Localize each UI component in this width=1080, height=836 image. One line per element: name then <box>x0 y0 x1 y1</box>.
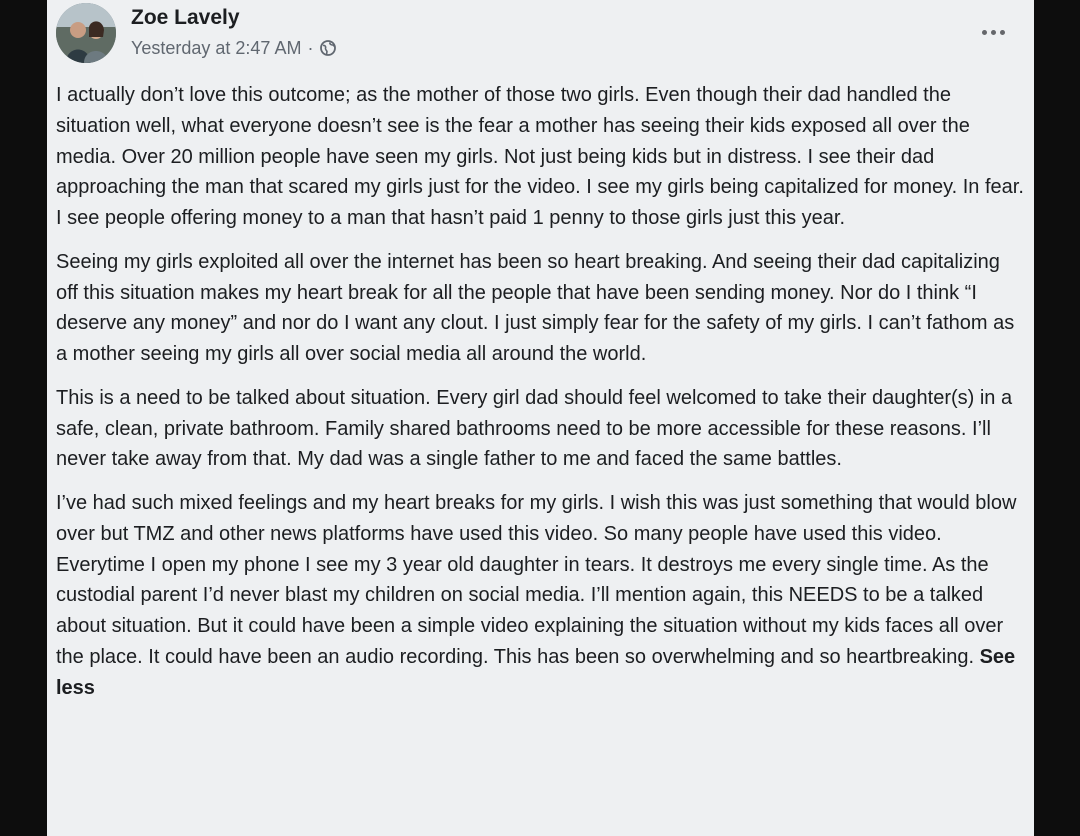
post-paragraph-4: I’ve had such mixed feelings and my heart breaks for my girls. I wish this was just something that would blow over but TMZ and other news platforms have used this video. So many people have used this video. Everytime I open my phone I see my 3 year old daughter in tears. It destroys me every single time. As the custodial parent I’d never blast my children on social media. I’ll mention again, this NEEDS to be a talked about situation. But it could have been a simple video explaining the situation without my kids faces all over the place. It could have been an audio recording. This has been so overwhelming and so heartbreaking. <box>56 491 1017 668</box>
avatar[interactable] <box>56 3 116 63</box>
post-body <box>56 80 1024 716</box>
meta-separator: · <box>307 38 314 58</box>
more-options-icon[interactable] <box>976 18 1010 46</box>
post-header <box>47 0 1034 80</box>
more-dot <box>982 30 987 35</box>
post-paragraph-3: This is a need to be talked about situation. Every girl dad should feel welcomed to take their daughter(s) in a safe, clean, private bathroom. Family shared bathrooms need to be more accessible for these reasons. I’ll never take away from that. My dad was a single father to me and faced the same battles. <box>56 386 1013 471</box>
more-dot <box>991 30 996 35</box>
post-meta <box>131 36 337 60</box>
more-dot <box>1000 30 1005 35</box>
post-timestamp[interactable]: Yesterday at 2:47 AM <box>131 38 302 58</box>
post-paragraph-2: Seeing my girls exploited all over the internet has been so heart breaking. And seeing their dad capitalizing off this situation makes my heart break for all the people that have been sending money. Nor do I think “I deserve any money” and nor do I want any clout. I just simply fear for the safety of my girls. I can’t fathom as a mother seeing my girls all over social media all around the world. <box>56 250 1015 366</box>
see-less-link[interactable]: See less <box>56 645 1016 699</box>
profile-photo-icon <box>56 3 116 63</box>
facebook-post <box>47 0 1034 836</box>
post-paragraph-1: I actually don’t love this outcome; as the mother of those two girls. Even though their dad handled the situation well, what everyone doesn’t see is the fear a mother has seeing their kids exposed all over the media. Over 20 million people have seen my girls. Not just being kids but in distress. I see their dad approaching the man that scared my girls just for the video. I see my girls being capitalized for money. In fear. I see people offering money to a man that hasn’t paid 1 penny to those girls just this year. <box>56 84 1024 230</box>
globe-icon[interactable] <box>319 39 337 57</box>
author-name[interactable]: Zoe Lavely <box>131 6 240 29</box>
post-paragraph-4-wrapper <box>56 488 1024 704</box>
